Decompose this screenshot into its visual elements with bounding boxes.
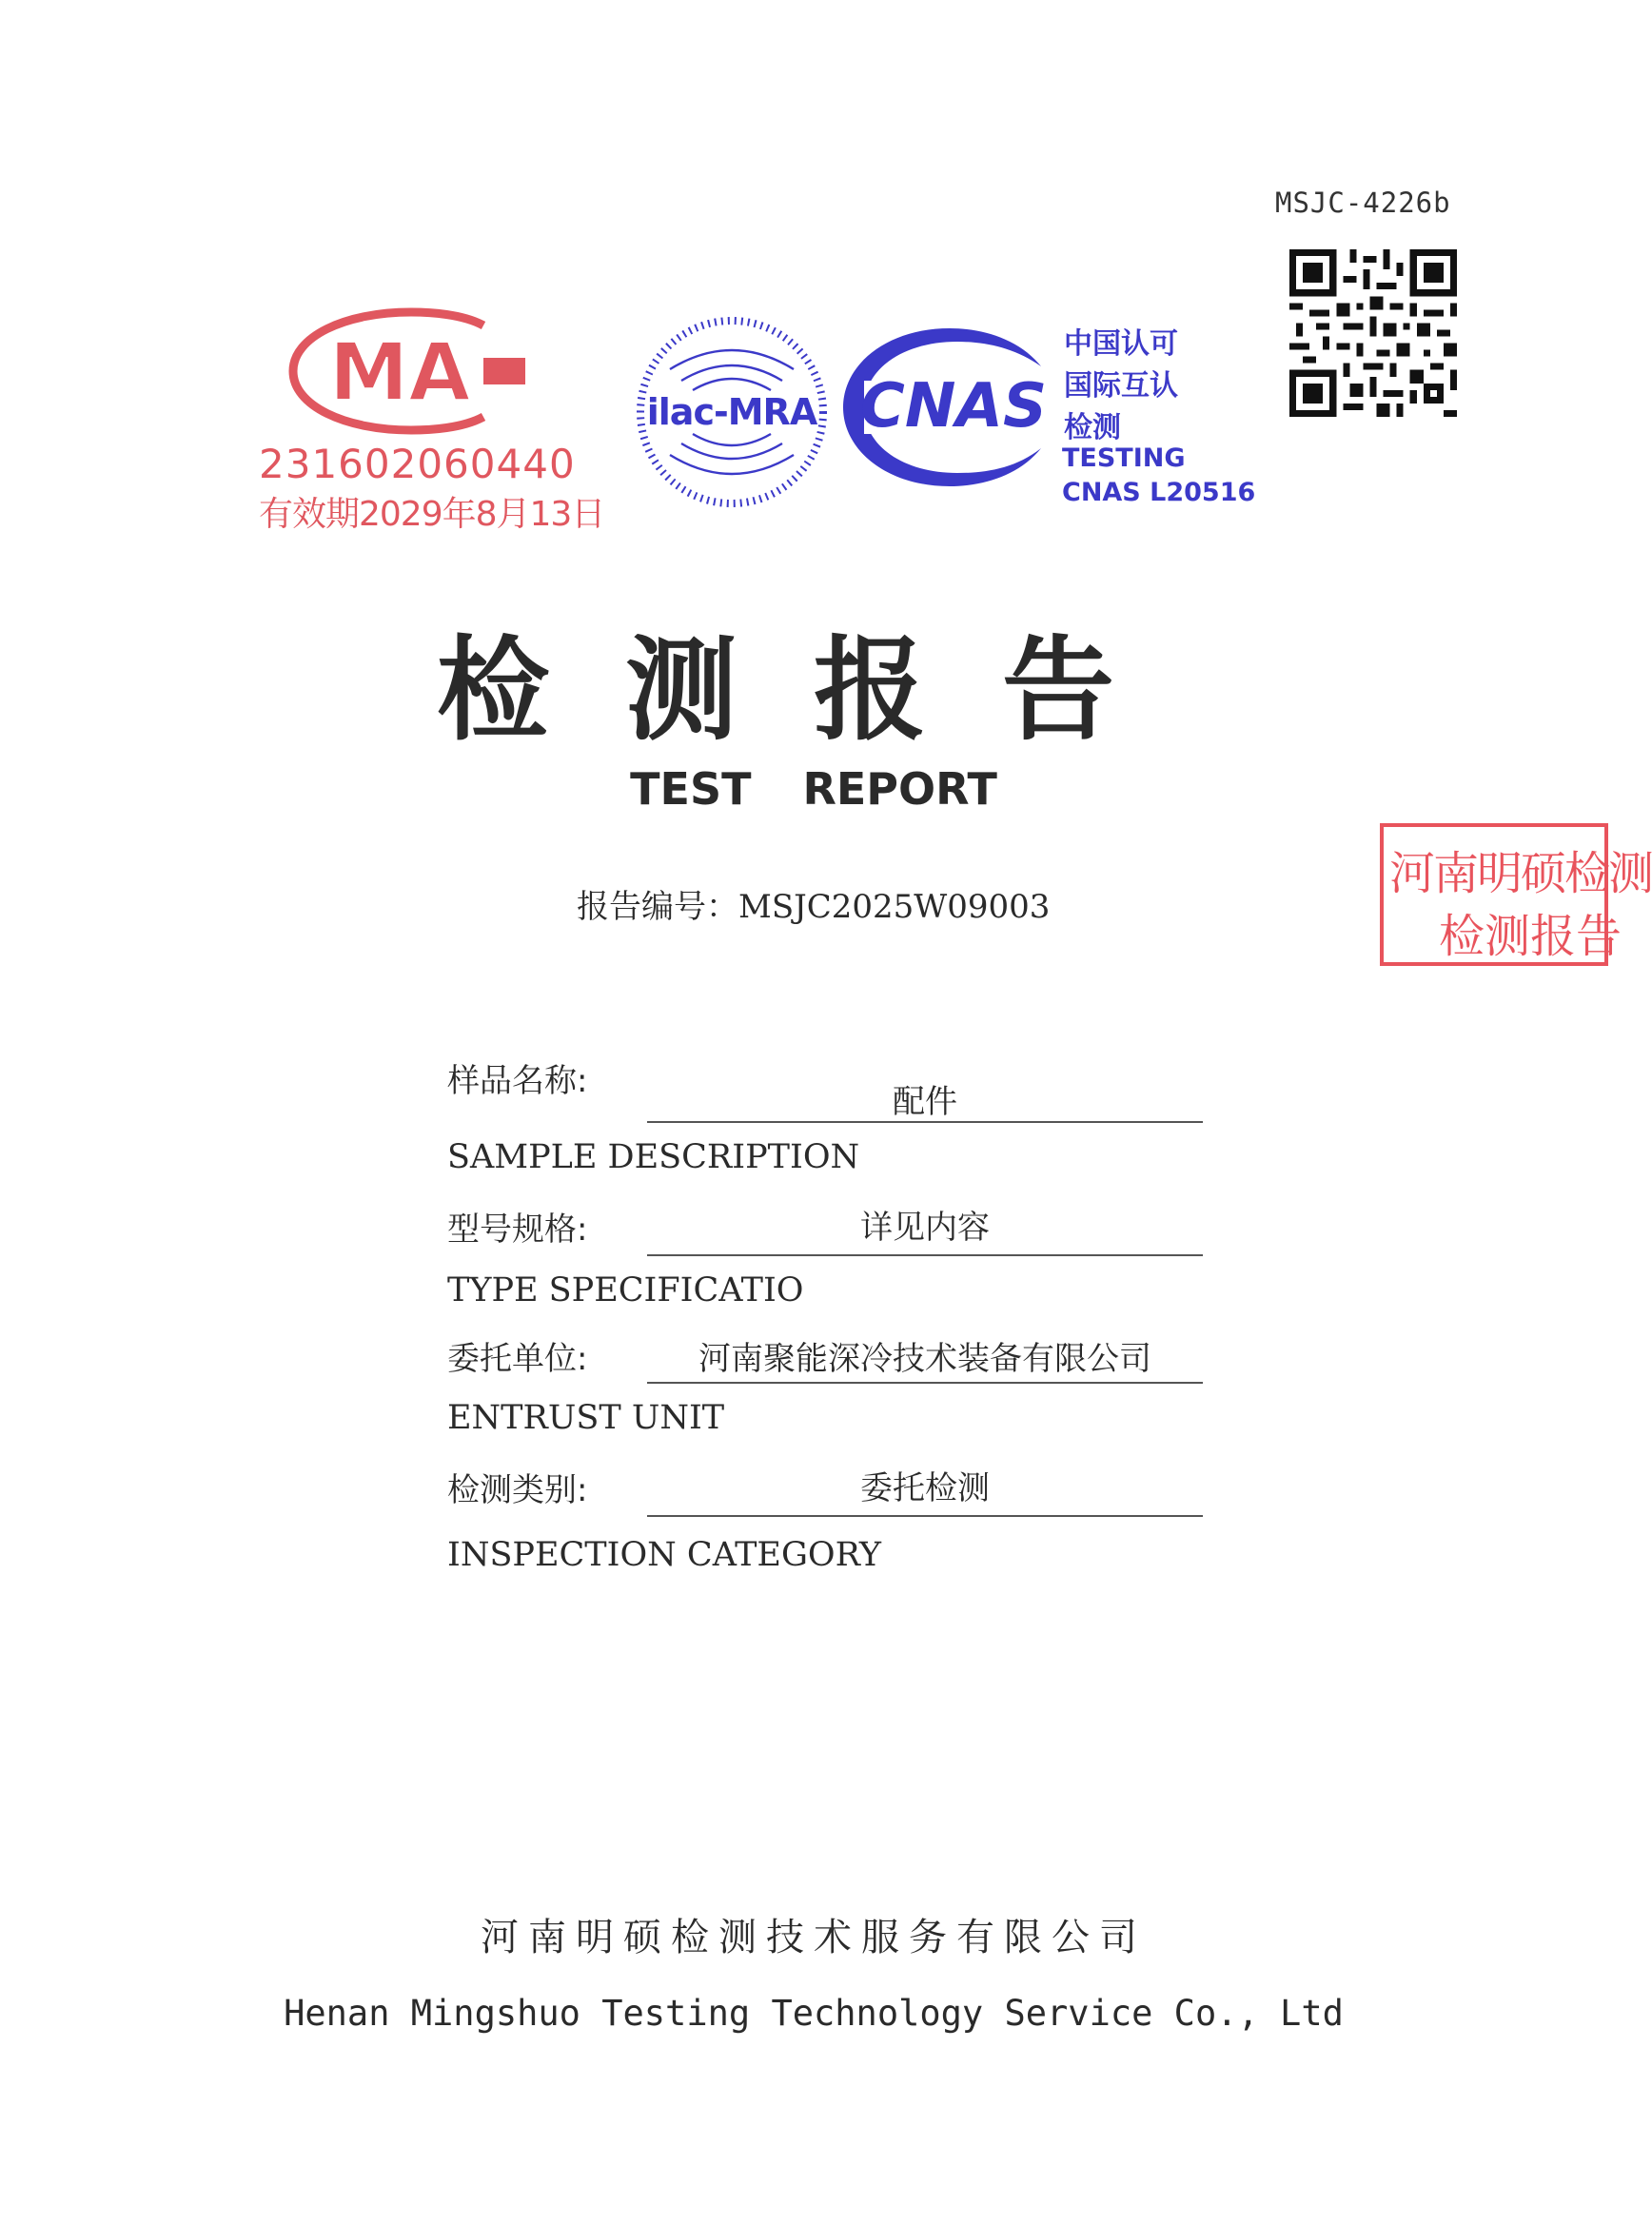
- report-title-cn: 检测报告: [436, 623, 1190, 756]
- cma-logo: [287, 310, 537, 432]
- report-number-value: MSJC2025W09003: [738, 888, 1051, 926]
- type-label-en: TYPE SPECIFICATIO: [447, 1271, 804, 1309]
- svg-text:ilac-MRA: ilac-MRA: [646, 391, 817, 433]
- ilac-mra-logo: [632, 312, 832, 512]
- entrust-label-cn: 委托单位:: [447, 1340, 588, 1378]
- entrust-label-en: ENTRUST UNIT: [447, 1399, 725, 1437]
- report-number: [577, 880, 1050, 927]
- entrust-value: 河南聚能深冷技术装备有限公司: [698, 1340, 1151, 1378]
- qr-code: [1289, 249, 1457, 417]
- svg-text:CNAS: CNAS: [859, 371, 1048, 442]
- report-title-en: TEST REPORT: [630, 763, 997, 815]
- company-name-cn: 河南明硕检测技术服务有限公司: [481, 1916, 1147, 1959]
- cma-validity-date: 有效期2029年8月13日: [259, 495, 605, 534]
- cnas-text-line3: 检测: [1064, 411, 1121, 444]
- cma-certificate-number: 231602060440: [259, 441, 576, 487]
- sample-value: 配件: [893, 1083, 957, 1121]
- category-label-en: INSPECTION CATEGORY: [447, 1536, 881, 1574]
- cnas-testing-label: TESTING: [1062, 443, 1186, 473]
- sample-label-en: SAMPLE DESCRIPTION: [447, 1138, 860, 1176]
- cnas-text-line1: 中国认可: [1064, 327, 1178, 361]
- cnas-text-line2: 国际互认: [1064, 369, 1178, 403]
- seal-stamp: 河南明硕检测 检测报告: [1380, 823, 1573, 972]
- cnas-logo: [837, 328, 1062, 486]
- type-value: 详见内容: [860, 1209, 990, 1247]
- report-number-label: 报告编号：: [577, 888, 738, 926]
- category-value: 委托检测: [860, 1469, 990, 1507]
- cnas-accreditation-code: CNAS L20516: [1062, 478, 1256, 507]
- type-underline: [647, 1254, 1203, 1256]
- entrust-underline: [647, 1382, 1203, 1384]
- type-label-cn: 型号规格:: [447, 1211, 588, 1249]
- svg-text:MA: MA: [328, 325, 471, 419]
- company-name-en: Henan Mingshuo Testing Technology Service Co., Ltd: [284, 1993, 1344, 2034]
- category-label-cn: 检测类别:: [447, 1471, 588, 1509]
- sample-label-cn: 样品名称:: [447, 1062, 588, 1100]
- category-underline: [647, 1515, 1203, 1517]
- sample-underline: [647, 1121, 1203, 1123]
- document-code: MSJC-4226b: [1275, 187, 1451, 219]
